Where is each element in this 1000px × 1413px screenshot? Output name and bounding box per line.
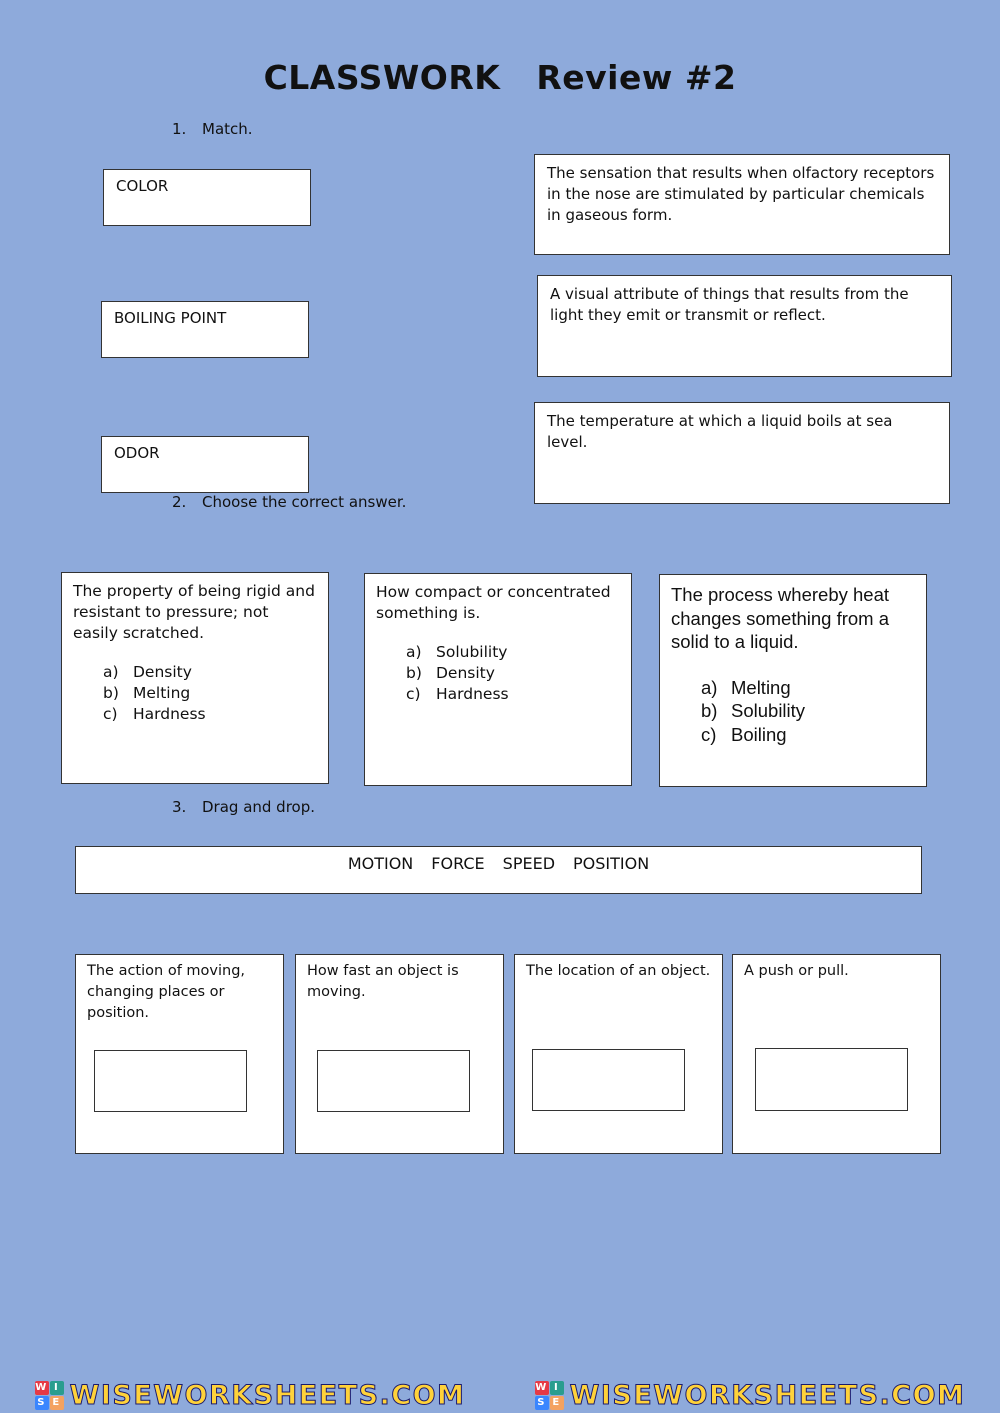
drop-target[interactable] <box>755 1048 908 1111</box>
match-definition-box[interactable] <box>534 402 950 504</box>
drag-word-motion[interactable]: MOTION <box>347 854 414 873</box>
question-card <box>659 574 927 787</box>
answer-options <box>73 662 317 725</box>
wise-logo-icon: W I S E <box>35 1381 64 1410</box>
drop-target[interactable] <box>94 1050 247 1112</box>
term-color: COLOR <box>116 177 169 195</box>
brand-text: WISEWORKSHEETS.COM <box>569 1380 966 1411</box>
section2-number: 2. <box>172 493 187 511</box>
section2-instruction <box>172 493 406 511</box>
section1-label: Match. <box>202 120 253 138</box>
answer-option[interactable]: b) Solubility <box>701 700 806 721</box>
brand-logo <box>35 1380 466 1411</box>
answer-options <box>671 676 915 747</box>
answer-option[interactable]: c) Hardness <box>103 705 206 723</box>
brand-logo <box>535 1380 966 1411</box>
answer-options <box>376 642 620 705</box>
title-review: Review #2 <box>536 58 737 97</box>
answer-option[interactable]: c) Boiling <box>701 723 787 745</box>
drop-target[interactable] <box>532 1049 685 1111</box>
drag-word-position[interactable]: POSITION <box>573 854 650 873</box>
match-term-box[interactable] <box>101 436 309 493</box>
answer-option[interactable]: a) Melting <box>701 676 791 698</box>
section3-instruction <box>172 798 315 816</box>
section3-label: Drag and drop. <box>202 798 316 816</box>
term-odor: ODOR <box>114 444 160 462</box>
section1-number: 1. <box>172 120 187 138</box>
footer-watermark <box>0 1378 1000 1413</box>
match-definition-box[interactable] <box>534 154 950 255</box>
brand-text: WISEWORKSHEETS.COM <box>69 1380 466 1411</box>
drag-word-force[interactable]: FORCE <box>431 854 485 873</box>
question-card <box>364 573 632 786</box>
term-boiling-point: BOILING POINT <box>114 309 227 327</box>
match-term-box[interactable] <box>101 301 309 358</box>
page-title <box>0 58 1000 97</box>
title-classwork: CLASSWORK <box>263 58 501 97</box>
answer-option[interactable]: a) Solubility <box>406 643 508 661</box>
match-term-box[interactable] <box>103 169 311 226</box>
answer-option[interactable]: b) Density <box>406 664 495 682</box>
card-description: The action of moving, changing places or position. <box>87 963 246 1021</box>
section3-number: 3. <box>172 798 187 816</box>
question-prompt: How compact or concentrated something is. <box>376 583 611 622</box>
definition-text: The sensation that results when olfactory receptors in the nose are stimulated by particular chemicals in gaseous form. <box>547 164 935 224</box>
definition-text: The temperature at which a liquid boils at sea level. <box>547 412 893 451</box>
card-description: The location of an object. <box>526 963 711 979</box>
section1-instruction <box>172 120 253 138</box>
question-prompt: The property of being rigid and resistant to pressure; not easily scratched. <box>73 582 315 642</box>
definition-text: A visual attribute of things that results from the light they emit or transmit or reflect. <box>550 285 909 324</box>
answer-option[interactable]: a) Density <box>103 663 192 681</box>
match-definition-box[interactable] <box>537 275 952 377</box>
question-prompt: The process whereby heat changes something from a solid to a liquid. <box>671 584 890 652</box>
card-description: A push or pull. <box>744 963 849 979</box>
question-card <box>61 572 329 784</box>
word-bank <box>75 846 922 894</box>
answer-option[interactable]: c) Hardness <box>406 685 509 703</box>
card-description: How fast an object is moving. <box>307 963 459 1000</box>
answer-option[interactable]: b) Melting <box>103 684 191 702</box>
wise-logo-icon: W I S E <box>535 1381 564 1410</box>
drag-word-speed[interactable]: SPEED <box>502 854 556 873</box>
drop-target[interactable] <box>317 1050 470 1112</box>
section2-label: Choose the correct answer. <box>202 493 407 511</box>
